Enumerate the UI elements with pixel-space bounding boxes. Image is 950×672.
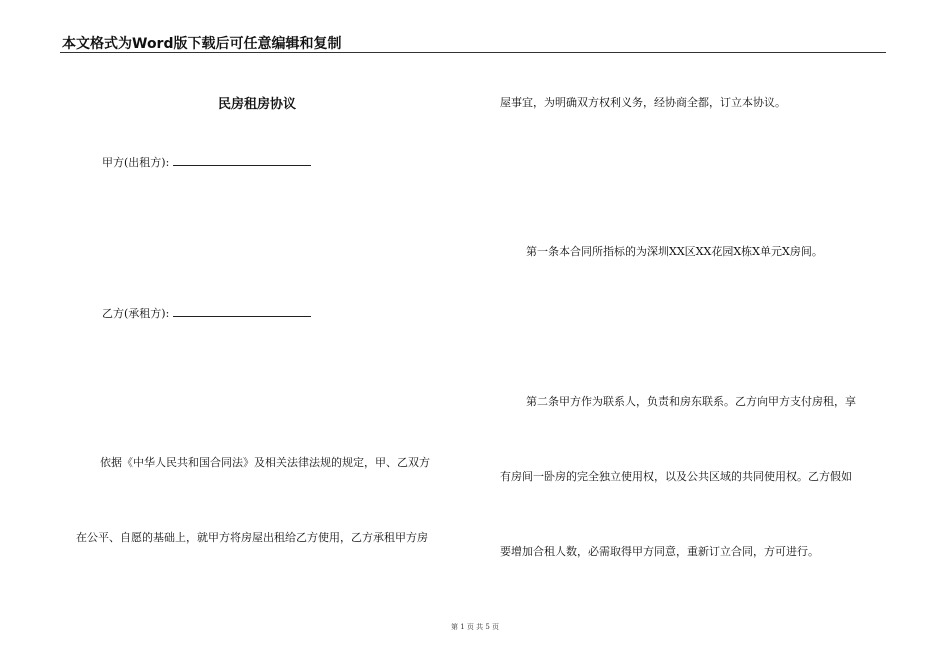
clause-2-line: 有房间一卧房的完全独立使用权，以及公共区域的共同使用权。乙方假如 xyxy=(500,470,852,483)
header-divider xyxy=(60,52,886,53)
right-paragraph-line: 屋事宜，为明确双方权利义务，经协商全都，订立本协议。 xyxy=(500,96,786,109)
party-b-label: 乙方(承租方): xyxy=(102,307,170,320)
clause-2-line: 第二条甲方作为联系人，负责和房东联系。乙方向甲方支付房租，享 xyxy=(526,395,856,408)
party-a-label: 甲方(出租方): xyxy=(102,156,170,169)
party-b-blank xyxy=(173,306,311,317)
header-title: 本文格式为Word版下载后可任意编辑和复制 xyxy=(62,36,342,52)
party-a-line xyxy=(102,154,311,170)
party-b-line xyxy=(102,305,311,321)
page-number: 第 1 页 共 5 页 xyxy=(450,623,500,631)
left-paragraph-line: 依据《中华人民共和国合同法》及相关法律法规的规定，甲、乙双方 xyxy=(100,456,430,469)
clause-2-line: 要增加合租人数，必需取得甲方同意，重新订立合同，方可进行。 xyxy=(500,545,819,558)
party-a-blank xyxy=(173,155,311,166)
document-title: 民房租房协议 xyxy=(218,97,297,112)
clause-1-line: 第一条本合同所指标的为深圳XX区XX花园X栋X单元X房间。 xyxy=(526,245,823,258)
left-paragraph-line: 在公平、自愿的基础上，就甲方将房屋出租给乙方使用，乙方承租甲方房 xyxy=(76,531,428,544)
